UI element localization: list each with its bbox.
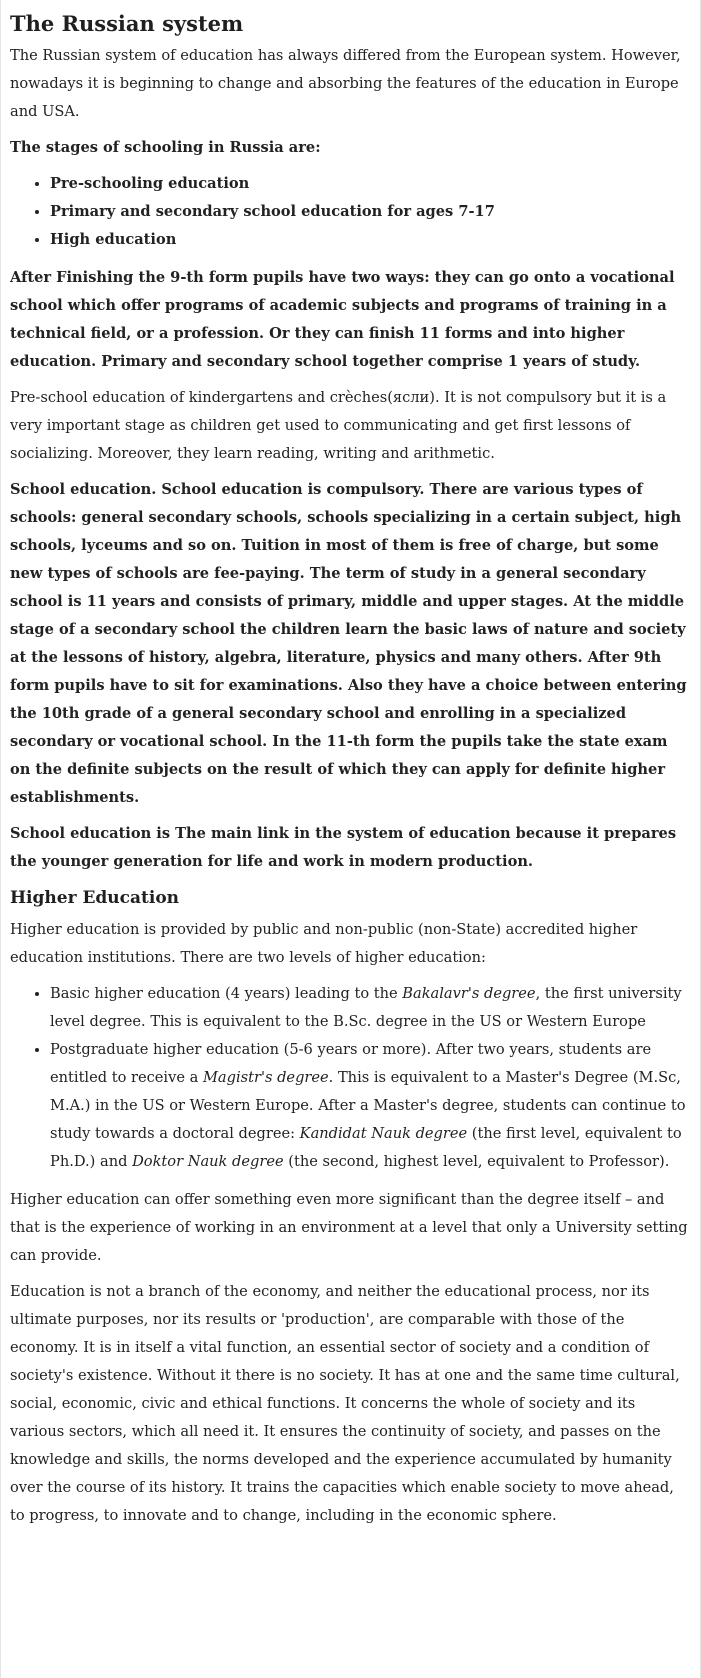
degree-name: Bakalavr's degree bbox=[402, 985, 536, 1002]
school-education-paragraph: School education. School education is compulsory. There are various types of schools: general secondary schools, schools specializing in a certain subject, high schools, lyceums and so on. Tuition in most of them is free of charge, but some new types of schools are fee-paying. The term of study in a general secondary school is 11 years and consists of primary, middle and upper stages. At the middle stage of a secondary school the children learn the basic laws of nature and society at the lessons of history, algebra, literature, physics and many others. After 9th form pupils have to sit for examinations. Also they have a choice between entering the 10th grade of a general secondary school and enrolling in a specialized secondary or vocational school. In the 11-th form the pupils take the state exam on the definite subjects on the result of which they can apply for definite higher establishments. bbox=[10, 481, 687, 806]
education-function-paragraph: Education is not a branch of the economy, and neither the educational process, nor its ultimate purposes, nor its results or 'production', are comparable with those of the economy. It is in itself a vital function, an essential sector of society and a condition of society's existence. Without it there is no society. It has at one and the same time cultural, social, economic, civic and ethical functions. It concerns the whole of society and its various sectors, which all need it. It ensures the continuity of society, and passes on the knowledge and skills, the norms developed and the experience accumulated by humanity over the course of its history. It trains the capacities which enable society to move ahead, to progress, to innovate and to change, including in the economic sphere. bbox=[10, 1283, 680, 1524]
preschool-paragraph: Pre-school education of kindergartens and crèches(ясли). It is not compulsory but it is a very important stage as children get used to communicating and get first lessons of socializing. Moreover, they learn reading, writing and arithmetic. bbox=[10, 389, 667, 462]
text: (the first level, equivalent to Ph.D.) and bbox=[50, 1125, 682, 1170]
list-item: • Primary and secondary school education for ages 7-17 bbox=[50, 198, 688, 226]
stages-heading: The stages of schooling in Russia are: bbox=[10, 139, 321, 156]
page-title: The Russian system bbox=[10, 11, 244, 36]
degree-name: Kandidat Nauk degree bbox=[299, 1125, 468, 1142]
after-finishing-paragraph: After Finishing the 9-th form pupils have two ways: they can go onto a vocational school which offer programs of academic subjects and programs of training in a technical field, or a profession. Or they can finish 11 forms and into higher education. Primary and secondary school together comprise 1 years of study. bbox=[10, 269, 675, 370]
text: (the second, highest level, equivalent to Professor). bbox=[283, 1153, 670, 1170]
list-item: • High education bbox=[50, 226, 688, 254]
higher-intro-paragraph: Higher education is provided by public and non-public (non-State) accredited higher education institutions. There are two levels of higher education: bbox=[10, 921, 638, 966]
text: . This is equivalent to a Master's Degree (M.Sc, M.A.) in the US or Western Europe. After a Master's degree, students can continue to study towards a doctoral degree: bbox=[50, 1069, 686, 1142]
stages-list bbox=[10, 170, 688, 254]
list-item: • Pre-schooling education bbox=[50, 170, 688, 198]
main-link-paragraph: School education is The main link in the system of education because it prepares the younger generation for life and work in modern production. bbox=[10, 825, 677, 870]
text: , the first university level degree. This is equivalent to the B.Sc. degree in the US or Western Europe bbox=[50, 985, 682, 1030]
text: Postgraduate higher education (5-6 years or more). After two years, students are entitled to receive a bbox=[50, 1041, 652, 1086]
list-item bbox=[50, 980, 688, 1036]
higher-offer-paragraph: Higher education can offer something even more significant than the degree itself – and that is the experience of working in an environment at a level that only a University setting can provide. bbox=[10, 1191, 688, 1264]
higher-levels-list bbox=[10, 980, 688, 1176]
degree-name: Doktor Nauk degree bbox=[132, 1153, 284, 1170]
higher-education-heading: Higher Education bbox=[10, 888, 180, 908]
list-item bbox=[50, 1036, 688, 1176]
text: Basic higher education (4 years) leading to the bbox=[50, 985, 403, 1002]
intro-paragraph: The Russian system of education has always differed from the European system. However, nowadays it is beginning to change and absorbing the features of the education in Europe and USA. bbox=[10, 47, 681, 120]
degree-name: Magistr's degree bbox=[202, 1069, 329, 1086]
